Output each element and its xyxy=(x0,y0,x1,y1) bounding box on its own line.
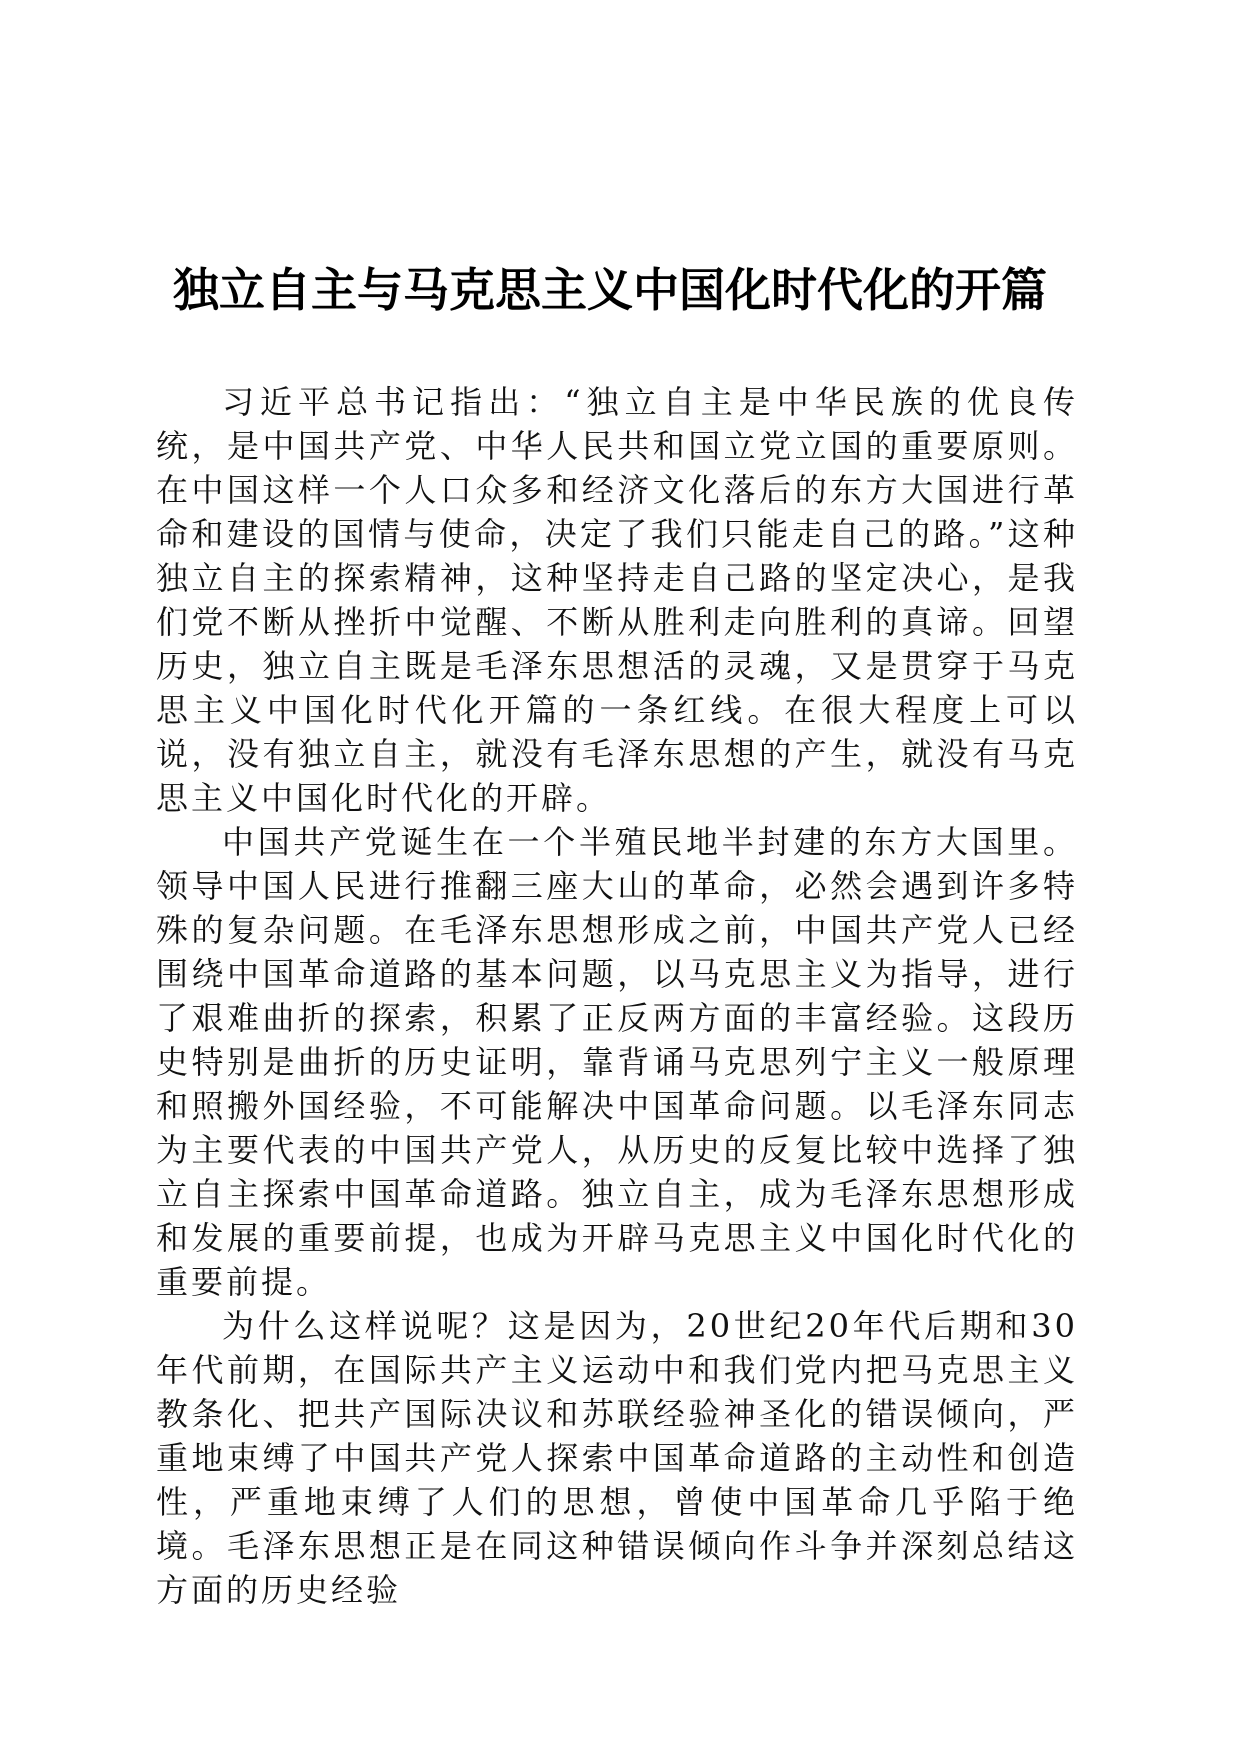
document-title: 独立自主与马克思主义中国化时代化的开篇 xyxy=(173,263,1047,317)
paragraph-3: 为什么这样说呢？这是因为，20世纪20年代后期和30年代前期，在国际共产主义运动中和我们党内把马克思主义教条化、把共产国际决议和苏联经验神圣化的错误倾向，严重地束缚了中国共产党人探索中国革命道路的主动性和创造性，严重地束缚了人们的思想，曾使中国革命几乎陷于绝境。毛泽东思想正是在同这种错误倾向作斗争并深刻总结这方面的历史经验 xyxy=(156,1307,1078,1609)
document-body xyxy=(156,380,1078,1612)
paragraph-2: 中国共产党诞生在一个半殖民地半封建的东方大国里。领导中国人民进行推翻三座大山的革命，必然会遇到许多特殊的复杂问题。在毛泽东思想形成之前，中国共产党人已经围绕中国革命道路的基本问题，以马克思主义为指导，进行了艰难曲折的探索，积累了正反两方面的丰富经验。这段历史特别是曲折的历史证明，靠背诵马克思列宁主义一般原理和照搬外国经验，不可能解决中国革命问题。以毛泽东同志为主要代表的中国共产党人，从历史的反复比较中选择了独立自主探索中国革命道路。独立自主，成为毛泽东思想形成和发展的重要前提，也成为开辟马克思主义中国化时代化的重要前提。 xyxy=(156,823,1078,1301)
paragraph-1: 习近平总书记指出：“独立自主是中华民族的优良传统，是中国共产党、中华人民共和国立党立国的重要原则。在中国这样一个人口众多和经济文化落后的东方大国进行革命和建设的国情与使命，决定了我们只能走自己的路。”这种独立自主的探索精神，这种坚持走自己路的坚定决心，是我们党不断从挫折中觉醒、不断从胜利走向胜利的真谛。回望历史，独立自主既是毛泽东思想活的灵魂，又是贯穿于马克思主义中国化时代化开篇的一条红线。在很大程度上可以说，没有独立自主，就没有毛泽东思想的产生，就没有马克思主义中国化时代化的开辟。 xyxy=(156,383,1078,817)
